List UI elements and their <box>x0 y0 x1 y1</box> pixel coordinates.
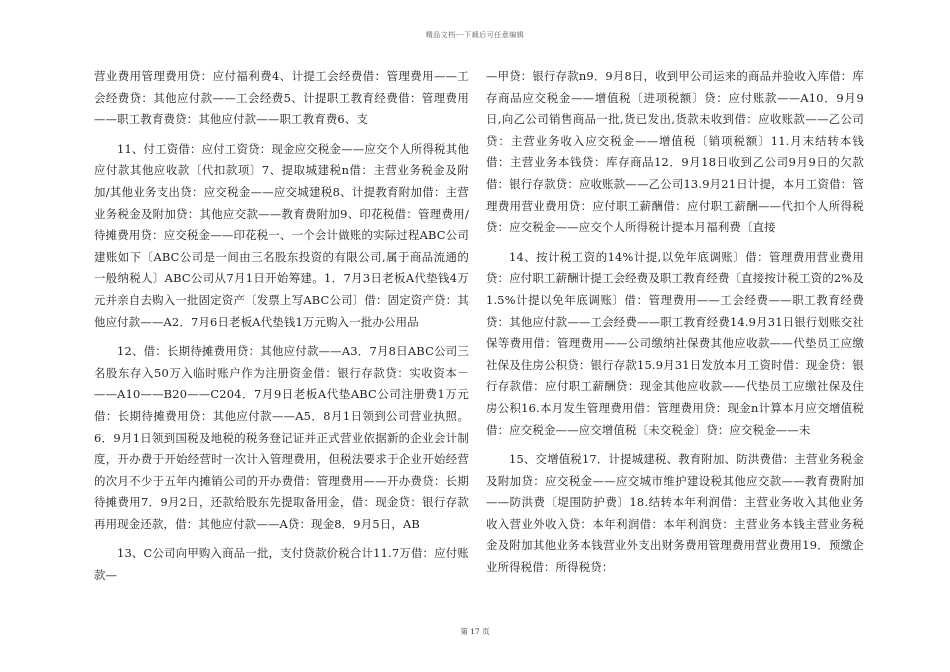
page-header: 精品文档---下载后可任意编辑 <box>425 31 525 39</box>
left-paragraph-4: 13、C公司向甲购入商品一批，支付贷款价税合计11.7万借：应付账款— <box>94 546 469 583</box>
left-paragraph-2: 11、付工资借：应付工资贷：现金应交税金——应交个人所得税其他应付款其他应收款〔代扣款项〕7、提取城建税n借：主营业务税金及附加/其他业务支出贷：应交税金——应交城建税8、计提教育附加借：主营业务税金及附加贷：其他应交款——教育费附加9、印花税借：管理费用/待摊费用贷：应交税金——印花税一、一个会计做账的实际过程ABC公司建账如下〔ABC公司是一间由三名股东投资的有限公司,属于商品流通的一般纳税人〕ABC公司从7月1日开始筹建。1．7月3日老板A代垫钱4万元并亲自去购入一批固定资产〔发票上写ABC公司〕借：固定资产贷：其他应付款——A2．7月6日老板A代垫钱1万元购入一批办公用品 <box>94 141 469 329</box>
left-column <box>94 66 469 595</box>
left-paragraph-1: 营业费用管理费用贷：应付福利费4、计提工会经费借：管理费用——工会经费贷：其他应付款——工会经费5、计提职工教育经费借：管理费用——职工教育费贷：其他应付款——职工教育费6、支 <box>94 69 469 127</box>
right-paragraph-2: 14、按计税工资的14%计提,以免年底调账〕借：管理费用营业费用贷：应付职工薪酬计提工会经费及职工教育经费〔直接按计税工资的2%及1.5%计提以免年底调账〕借：管理费用——工会经费——职工教育经费贷：其他应付款——工会经费——职工教育经费14.9月31日银行划账交社保等费用借：管理费用——公司缴纳社保费其他应收款——代垫员工应缴社保及住房公积贷：银行存款15.9月31日发放本月工资时借：现金贷：银行存款借：应付职工薪酬贷：现金其他应收款——代垫员工应缴社保及住房公积16.本月发生管理费用借：管理费用贷：现金n计算本月应交增值税借：应交税金——应交增值税〔未交税金〕贷：应交税金——未 <box>486 249 864 437</box>
right-paragraph-1: —甲贷：银行存款n9．9月8日，收到甲公司运来的商品并验收入库借：库存商品应交税金——增值税〔进项税额〕贷：应付账款——A10．9月9日,向乙公司销售商品一批,货已发出,货款未收到借：应收账款——乙公司贷：主营业务收入应交税金——增值税〔销项税额〕11.月末结转本钱借：主营业务本钱贷：库存商品12．9月18日收到乙公司9月9日的欠款借：银行存款贷：应收账款——乙公司13.9月21日计提，本月工资借：管理费用营业费用贷：应付职工薪酬借：应付职工薪酬——代扣个人所得税贷：应交税金——应交个人所得税计提本月福利费〔直接 <box>486 69 864 235</box>
right-paragraph-3: 15、交增值税17．计提城建税、教育附加、防洪费借：主营业务税金及附加贷：应交税金——应交城市维护建设税其他应交款——教育费附加——防洪费〔堤围防护费〕18.结转本年利润借：主营业务收入其他业务收入营业外收入贷：本年利润借：本年利润贷：主营业务本钱主营业务税金及附加其他业务本钱营业外支出财务费用管理费用营业费用19．预缴企业所得税借：所得税贷： <box>486 452 864 575</box>
page-number: 第 17 页 <box>460 627 490 636</box>
right-column <box>486 66 864 587</box>
left-paragraph-3: 12、借：长期待摊费用贷：其他应付款——A3．7月8日ABC公司三名股东存入50万入临时账户作为注册资金借：银行存款贷：实收资本－——A10——B20——C204．7月9日老板A代垫ABC公司注册费1万元借：长期待摊费用贷：其他应付款——A5．8月1日领到公司营业执照。6．9月1日领到国税及地税的税务登记证并正式营业依据新的企业会计制度，开办费于开始经营时一次计入管理费用，但税法要求于企业开始经营的次月不少于五年内摊销公司的开办费借：管理费用——开办费贷：长期待摊费用7．9月2日，还款给股东先提取备用金，借：现金贷：银行存款再用现金还款，借：其他应付款——A贷：现金8．9月5日，AB <box>94 344 469 531</box>
